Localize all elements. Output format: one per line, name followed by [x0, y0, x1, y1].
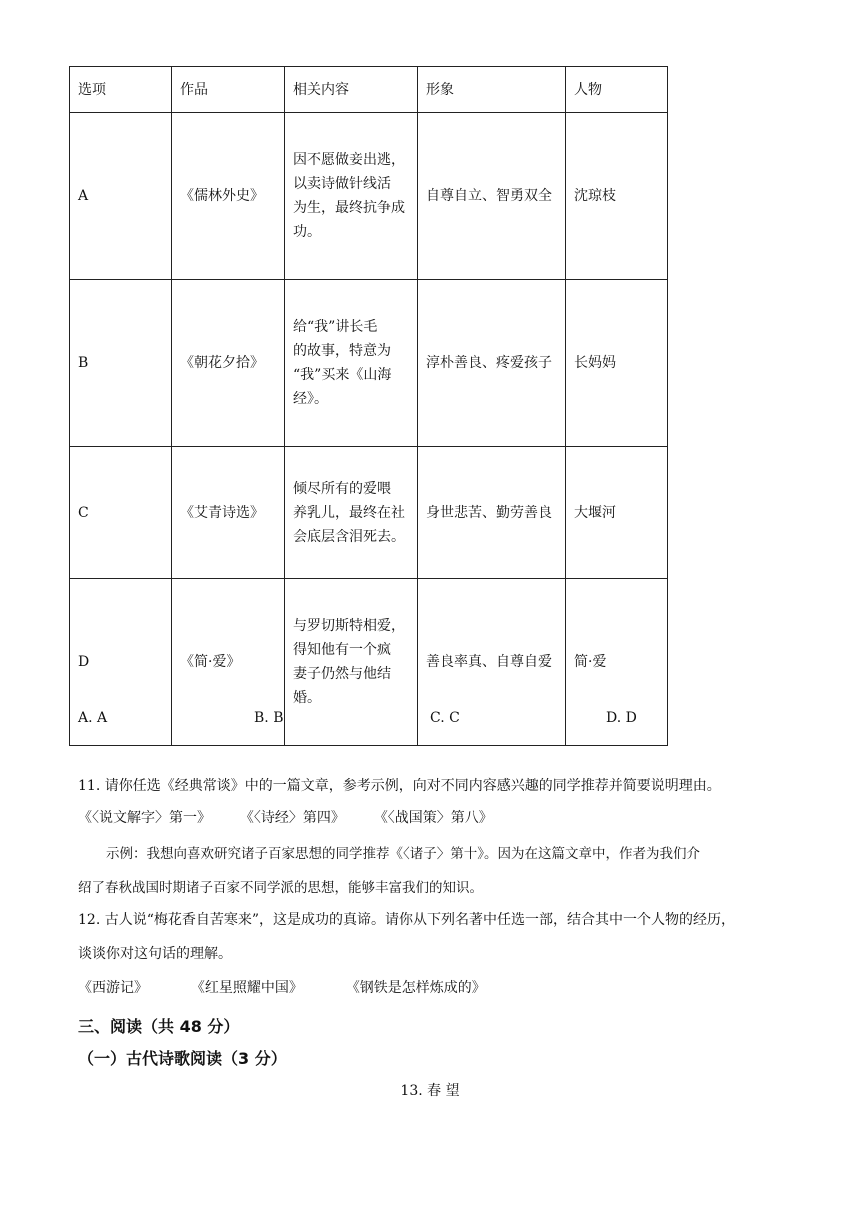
content-cell: [285, 280, 418, 447]
content-line: 经》。: [293, 391, 328, 407]
example-line-1: 示例：我想向喜欢研究诸子百家思想的同学推荐《〈诸子〉第十》。因为在这篇文章中，作者为我们介: [106, 846, 700, 862]
subsection-heading: （一）古代诗歌阅读（3 分）: [78, 1049, 287, 1068]
question-11-titles: [78, 806, 493, 830]
question-12-line-1: 12. 古人说“梅花香自苦寒来”，这是成功的真谛。请你从下列名著中任选一部，结合其中一个人物的经历，: [78, 912, 736, 928]
title-item: 《钢铁是怎样炼成的》: [345, 980, 486, 996]
content-line: 以卖诗做针线活: [293, 176, 391, 192]
work-cell: 《艾青诗选》: [172, 447, 285, 579]
title-item: 《〈战国策〉第八》: [373, 810, 493, 826]
question-12-titles: [78, 976, 486, 1000]
table-row: [70, 579, 668, 746]
section-heading: 三、阅读（共 48 分）: [78, 1017, 240, 1036]
content-line: 因不愿做妾出逃，: [293, 152, 405, 168]
option-cell: D: [70, 579, 172, 746]
question-11-text: 11. 请你任选《经典常谈》中的一篇文章，参考示例，向对不同内容感兴趣的同学推荐并简要说明理由。: [78, 778, 721, 794]
title-item: 《红星照耀中国》: [190, 980, 303, 996]
option-cell: B: [70, 280, 172, 447]
content-cell: [285, 113, 418, 280]
option-cell: C: [70, 447, 172, 579]
content-line: 与罗切斯特相爱，: [293, 618, 405, 634]
header-cell: 作品: [172, 67, 285, 113]
option-cell: A: [70, 113, 172, 280]
choice-d[interactable]: D. D: [606, 710, 637, 726]
header-cell: 相关内容: [285, 67, 418, 113]
table-row: [70, 280, 668, 447]
content-line: 为生，最终抗争成: [293, 200, 405, 216]
content-cell: [285, 447, 418, 579]
header-cell: 选项: [70, 67, 172, 113]
content-line: 会底层含泪死去。: [293, 528, 405, 545]
poem-title: 13. 春 望: [400, 1083, 460, 1099]
image-cell: 身世悲苦、勤劳善良: [418, 447, 566, 579]
person-cell: 大堰河: [566, 447, 668, 579]
question-12-line-2: 谈谈你对这句话的理解。: [78, 946, 232, 962]
content-line: 婚。: [293, 690, 321, 706]
work-cell: 《儒林外史》: [172, 113, 285, 280]
content-line: 给“我”讲长毛: [293, 319, 378, 335]
person-cell: 长妈妈: [566, 280, 668, 447]
content-line: 养乳儿，最终在社: [293, 504, 405, 521]
example-line-2: 绍了春秋战国时期诸子百家不同学派的思想，能够丰富我们的知识。: [78, 880, 483, 896]
choice-c[interactable]: C. C: [430, 710, 460, 726]
work-cell: 《简·爱》: [172, 579, 285, 746]
person-cell: 沈琼枝: [566, 113, 668, 280]
options-table: [69, 66, 668, 746]
title-item: 《〈说文解字〉第一》: [78, 810, 211, 826]
table-row: [70, 447, 668, 579]
image-cell: 淳朴善良、疼爱孩子: [418, 280, 566, 447]
image-cell: 善良率真、自尊自爱: [418, 579, 566, 746]
title-item: 《西游记》: [78, 980, 148, 996]
table-row: [70, 113, 668, 280]
work-cell: 《朝花夕拾》: [172, 280, 285, 447]
choice-a[interactable]: A. A: [78, 710, 108, 726]
content-cell: [285, 579, 418, 746]
person-cell: 简·爱: [566, 579, 668, 746]
image-cell: 自尊自立、智勇双全: [418, 113, 566, 280]
content-line: 的故事，特意为: [293, 343, 391, 359]
content-line: 得知他有一个疯: [293, 642, 391, 658]
header-cell: 形象: [418, 67, 566, 113]
header-cell: 人物: [566, 67, 668, 113]
content-line: 倾尽所有的爱喂: [293, 480, 391, 497]
content-line: “我”买来《山海: [293, 367, 392, 383]
title-item: 《〈诗经〉第四》: [239, 810, 345, 826]
table-header-row: [70, 67, 668, 113]
choice-b[interactable]: B. B: [254, 710, 284, 726]
content-line: 功。: [293, 224, 321, 240]
content-line: 妻子仍然与他结: [293, 666, 391, 682]
